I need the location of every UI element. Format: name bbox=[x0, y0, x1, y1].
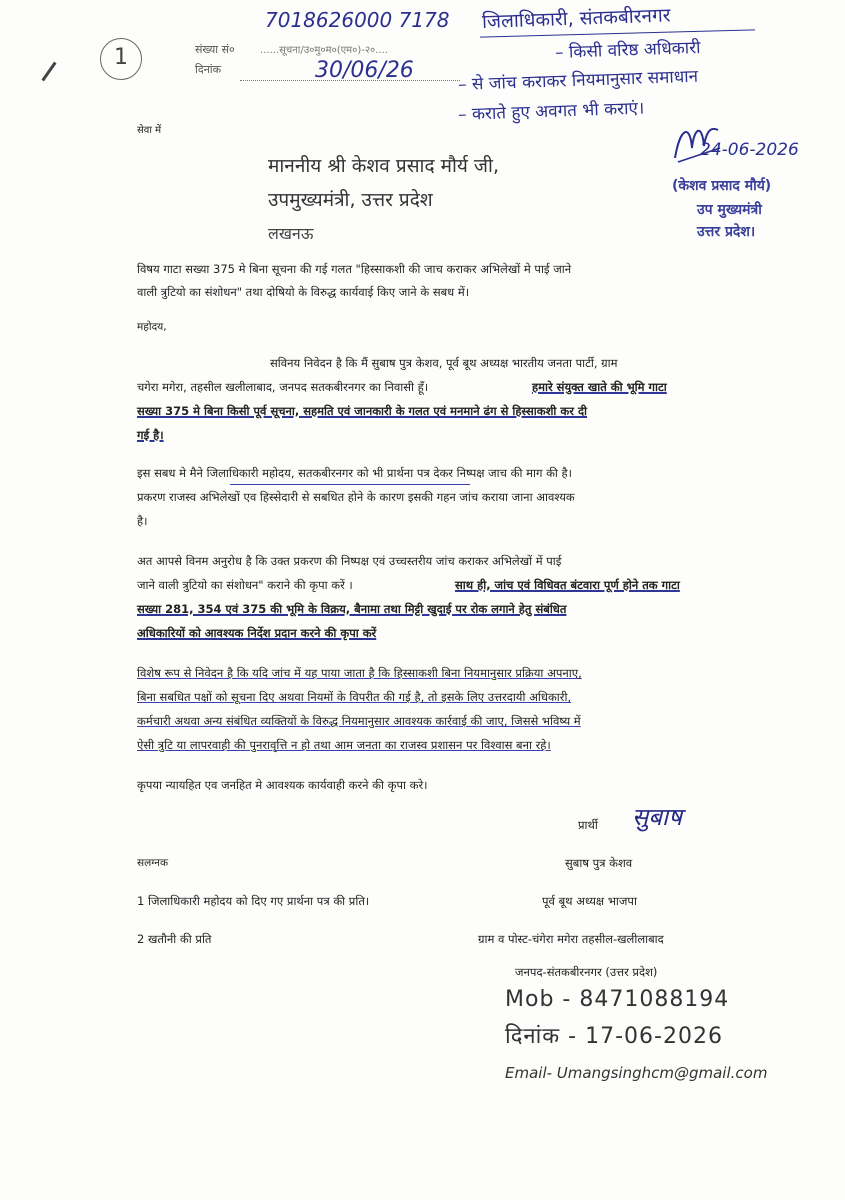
stamp-state: उत्तर प्रदेश। bbox=[697, 224, 756, 240]
sankhya-value: ......सूचना/उ०मु०म०(एम०)-२०.... bbox=[260, 45, 388, 56]
endorsement-line-2: – किसी वरिष्ठ अधिकारी bbox=[554, 37, 701, 63]
prarthi-label: प्रार्थी bbox=[578, 818, 598, 832]
handwritten-phone: 7018626000 7178 bbox=[265, 8, 450, 32]
seva-me: सेवा में bbox=[137, 125, 162, 136]
handwritten-email: Email- Umangsinghcm@gmail.com bbox=[505, 1064, 768, 1082]
closing-line: कृपया न्यायहित एव जनहित मे आवश्यक कार्यवाही करने की कृपा करे। bbox=[137, 778, 428, 792]
sender-district: जनपद-संतकबीरनगर (उत्तर प्रदेश) bbox=[515, 965, 658, 979]
endorsement-line-4: – कराते हुए अवगत भी कराएं। bbox=[457, 98, 645, 125]
subject-line-1: विषय गाटा सख्या 375 मे बिना सूचना की गई गलत "हिस्साकशी की जाच कराकर अभिलेखों मे पाई जाने bbox=[137, 262, 572, 276]
applicant-signature: सुबाष bbox=[632, 803, 683, 831]
sankhya-label: संख्या सं० bbox=[195, 43, 235, 56]
p3-line-2a: जाने वाली त्रुटियो का संशोधन" कराने की कृपा करें । bbox=[137, 578, 353, 592]
addressee-line-3: लखनऊ bbox=[268, 224, 314, 243]
p2-line-1: इस सबध मे मैने जिलाधिकारी महोदय, सतकबीरनगर को भी प्रार्थना पत्र देकर निष्पक्ष जाच की माग की है। bbox=[137, 466, 573, 480]
p2-line-2: प्रकरण राजस्व अभिलेखों एव हिस्सेदारी से सबधित होने के कारण इसकी गहन जांच कराया जाना आवश्यक bbox=[137, 490, 575, 504]
stamp-name: (केशव प्रसाद मौर्य) bbox=[672, 178, 772, 194]
handwritten-date: दिनांक - 17-06-2026 bbox=[505, 1024, 723, 1049]
p4-line-1: विशेष रूप से निवेदन है कि यदि जांच में यह पाया जाता है कि हिस्साकशी बिना नियमानुसार प्रक्रिया अपनाए, bbox=[137, 666, 582, 680]
p4-line-3: कर्मचारी अथवा अन्य संबंधित व्यक्तियों के विरुद्ध नियमानुसार आवश्यक कार्रवाई की जाए, जिससे भविष्य में bbox=[137, 714, 581, 728]
p2-line-3: है। bbox=[137, 514, 148, 528]
sender-post: पूर्व बूथ अध्यक्ष भाजपा bbox=[542, 894, 637, 908]
sender-name: सुबाष पुत्र केशव bbox=[565, 856, 633, 870]
p4-line-4: ऐसी त्रुटि या लापरवाही की पुनरावृत्ति न हो तथा आम जनता का राजस्व प्रशासन पर विश्वास बना रहे। bbox=[137, 738, 551, 752]
endorsement-date: 24-06-2026 bbox=[700, 140, 799, 160]
p3-line-3: सख्या 281, 354 एवं 375 की भूमि के विक्रय, बैनामा तथा मिट्टी खुदाई पर रोक लगाने हेतु संबंधित bbox=[137, 602, 567, 616]
salutation: महोदय, bbox=[137, 321, 167, 333]
enclosure-1: 1 जिलाधिकारी महोदय को दिए गए प्रार्थना पत्र की प्रति। bbox=[137, 894, 370, 908]
margin-stroke bbox=[41, 62, 56, 82]
enclosure-label: सलग्नक bbox=[137, 857, 169, 869]
endorsement-line-1: जिलाधिकारी, संतकबीरनगर bbox=[481, 4, 671, 33]
p3-line-2b: साथ ही, जांच एवं विधिवत बंटवारा पूर्ण होने तक गाटा bbox=[455, 578, 680, 592]
p3-line-1: अत आपसे विनम अनुरोध है कि उक्त प्रकरण की निष्पक्ष एवं उच्चस्तरीय जांच कराकर अभिलेखों में पाई bbox=[137, 554, 562, 568]
dinank-label: दिनांक bbox=[195, 63, 222, 76]
p2-underline bbox=[230, 484, 470, 485]
enclosure-2: 2 खतौनी की प्रति bbox=[137, 932, 212, 946]
p1-line-2b: हमारे संयुक्त खाते की भूमि गाटा bbox=[532, 380, 667, 394]
p1-line-3: सख्या 375 मे बिना किसी पूर्व सूचना, सहमति एवं जानकारी के गलत एवं मनमाने ढंग से हिस्साकशी कर दी bbox=[137, 404, 588, 418]
addressee-line-2: उपमुख्यमंत्री, उत्तर प्रदेश bbox=[268, 189, 433, 211]
page-number: 1 bbox=[114, 45, 128, 70]
stamp-title: उप मुख्यमंत्री bbox=[697, 202, 762, 218]
handwritten-mobile: Mob - 8471088194 bbox=[505, 987, 730, 1012]
dinank-value: 30/06/26 bbox=[315, 58, 414, 83]
p1-line-4: गई है। bbox=[137, 428, 164, 442]
p1-line-2a: चगेरा मगेरा, तहसील खलीलाबाद, जनपद सतकबीरनगर का निवासी हूँ। bbox=[137, 380, 429, 394]
endorsement-line-3: – से जांच कराकर नियमानुसार समाधान bbox=[457, 66, 699, 95]
addressee-line-1: माननीय श्री केशव प्रसाद मौर्य जी, bbox=[268, 155, 499, 177]
p1-line-1: सविनय निवेदन है कि मैं सुबाष पुत्र केशव, पूर्व बूथ अध्यक्ष भारतीय जनता पार्टी, ग्राम bbox=[270, 356, 618, 370]
subject-line-2: वाली त्रुटियो का संशोधन" तथा दोषियो के विरुद्ध कार्यवाई किए जाने के सबध में। bbox=[137, 285, 470, 299]
p4-line-2: बिना सबधित पक्षों को सूचना दिए अथवा नियमों के विपरीत की गई है, तो इसके लिए उत्तरदायी अधिकारी, bbox=[137, 690, 572, 704]
p3-line-4: अधिकारियों को आवश्यक निर्देश प्रदान करने की कृपा करें bbox=[137, 626, 377, 640]
sender-address: ग्राम व पोस्ट-चंगेरा मगेरा तहसील-खलीलाबाद bbox=[478, 932, 664, 946]
